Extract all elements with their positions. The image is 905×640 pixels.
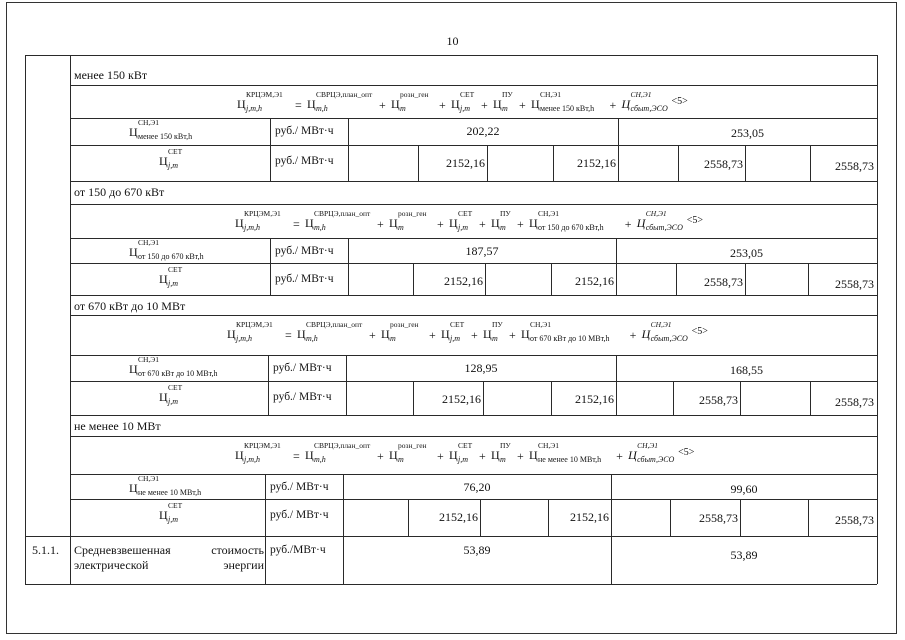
row-label-line-1 bbox=[74, 543, 264, 557]
formula-eq: = bbox=[295, 98, 302, 112]
grid-line bbox=[70, 295, 877, 296]
sn-value-tariff-2: 99,60 bbox=[730, 482, 758, 496]
formula-t5-sup: СН,Э1 bbox=[530, 320, 551, 329]
cet-value: 2558,73 bbox=[699, 511, 738, 525]
grid-line bbox=[270, 238, 271, 295]
formula-lhs-base: Ц bbox=[235, 448, 244, 462]
cet-value: 2152,16 bbox=[439, 510, 478, 524]
grid-line bbox=[611, 499, 612, 536]
formula-plus: + bbox=[439, 98, 446, 112]
formula-t6-sup: СН,Э1 bbox=[645, 209, 667, 218]
formula-t3-sup: СЕТ bbox=[450, 320, 465, 329]
cet-symbol-base: Ц bbox=[159, 272, 168, 286]
grid-line bbox=[70, 436, 877, 437]
formula-plus: + bbox=[369, 328, 376, 342]
grid-line bbox=[810, 381, 811, 415]
formula-plus: + bbox=[519, 98, 526, 112]
formula-t4-sup: ПУ bbox=[500, 209, 511, 218]
sn-symbol-base: Ц bbox=[129, 362, 138, 376]
cet-value: 2558,73 bbox=[835, 513, 874, 527]
formula-t5-base: Ц bbox=[521, 327, 530, 341]
formula-t2-base: Ц bbox=[381, 327, 390, 341]
sn-symbol-sub: не менее 10 МВт,h bbox=[138, 488, 202, 497]
weighted-cost-tariff-1: 53,89 bbox=[463, 543, 491, 557]
cet-symbol-sup: СЕТ bbox=[168, 147, 183, 156]
grid-line bbox=[678, 145, 679, 181]
cet-symbol-sub: j,m bbox=[168, 279, 178, 288]
formula-plus: + bbox=[509, 328, 516, 342]
formula-t4-base: Ц bbox=[491, 216, 500, 230]
formula-t1-sub: m,h bbox=[314, 223, 326, 232]
grid-line bbox=[70, 118, 877, 119]
formula-t1-base: Ц bbox=[307, 97, 316, 111]
unit-label: руб./ МВт·ч bbox=[275, 273, 334, 285]
formula-plus: + bbox=[609, 98, 617, 112]
grid-line bbox=[616, 263, 617, 295]
cet-value: 2152,16 bbox=[577, 156, 616, 170]
formula-t1-sub: m,h bbox=[306, 334, 318, 343]
formula-t1-sup: СВРЦЭ,план_опт bbox=[316, 90, 373, 99]
formula-t3-sub: j,m bbox=[450, 334, 460, 343]
sn-symbol-sup: СН,Э1 bbox=[138, 238, 159, 247]
grid-line bbox=[268, 355, 269, 415]
formula-t5-sub: от 150 до 670 кВт,h bbox=[538, 223, 604, 232]
grid-line bbox=[483, 381, 484, 415]
formula-eq: = bbox=[293, 449, 300, 463]
grid-line bbox=[618, 145, 619, 181]
formula-t2-sup: розн_ген bbox=[398, 441, 427, 450]
cet-value: 2152,16 bbox=[570, 510, 609, 524]
grid-line bbox=[487, 145, 488, 181]
grid-line bbox=[745, 145, 746, 181]
sn-value-tariff-1: 76,20 bbox=[463, 480, 491, 494]
grid-line bbox=[877, 55, 878, 584]
formula-plus: + bbox=[377, 449, 384, 463]
cet-symbol-sub: j,m bbox=[168, 161, 178, 170]
formula-t5-sub: менее 150 кВт,h bbox=[540, 104, 595, 113]
sn-symbol-sup: СН,Э1 bbox=[138, 474, 159, 483]
cet-symbol-base: Ц bbox=[159, 154, 168, 168]
sn-value-tariff-2: 168,55 bbox=[730, 363, 763, 377]
formula-t2-sub: m bbox=[400, 104, 406, 113]
grid-line bbox=[808, 263, 809, 295]
page-number: 10 bbox=[446, 34, 459, 48]
formula-plus: + bbox=[629, 328, 637, 342]
grid-line bbox=[548, 499, 549, 536]
unit-label: руб./ МВт·ч bbox=[273, 391, 332, 403]
formula-t1-base: Ц bbox=[305, 448, 314, 462]
formula-t1-base: Ц bbox=[305, 216, 314, 230]
formula-t5-sup: СН,Э1 bbox=[540, 90, 561, 99]
cet-symbol-sub: j,m bbox=[168, 397, 178, 406]
formula-plus: + bbox=[471, 328, 478, 342]
cet-symbol-sup: СЕТ bbox=[168, 265, 183, 274]
formula-plus: + bbox=[517, 449, 524, 463]
grid-line bbox=[551, 263, 552, 295]
cet-symbol-sub: j,m bbox=[168, 515, 178, 524]
grid-line bbox=[70, 238, 877, 239]
sn-value-tariff-2: 253,05 bbox=[730, 246, 763, 260]
grid-line bbox=[616, 381, 617, 415]
sn-value-tariff-1: 187,57 bbox=[465, 244, 499, 258]
grid-line bbox=[485, 263, 486, 295]
sn-symbol-sup: СН,Э1 bbox=[138, 355, 159, 364]
formula-t2-sub: m bbox=[390, 334, 396, 343]
formula-t2-sub: m bbox=[398, 455, 404, 464]
formula-plus: + bbox=[479, 449, 486, 463]
formula-t2-base: Ц bbox=[391, 97, 400, 111]
unit-label: руб./МВт·ч bbox=[270, 544, 326, 556]
formula-t6-sub: сбыт,ЭСО bbox=[637, 455, 675, 464]
grid-line bbox=[70, 474, 877, 475]
formula-t1-sup: СВРЦЭ,план_опт bbox=[306, 320, 363, 329]
cet-value: 2152,16 bbox=[575, 274, 614, 288]
row-label-word: Средневзвешенная bbox=[74, 543, 171, 557]
formula-t2-sup: розн_ген bbox=[390, 320, 419, 329]
formula-plus: + bbox=[377, 217, 384, 231]
formula-t6-sub: сбыт,ЭСО bbox=[645, 223, 683, 232]
formula-t2-base: Ц bbox=[389, 448, 398, 462]
formula-plus: + bbox=[616, 449, 623, 463]
grid-line bbox=[70, 315, 877, 316]
cet-value: 2558,73 bbox=[835, 277, 874, 291]
grid-line bbox=[25, 55, 26, 584]
formula-t1-sup: СВРЦЭ,план_опт bbox=[314, 441, 371, 450]
grid-line bbox=[673, 381, 674, 415]
formula-t3-sup: СЕТ bbox=[458, 209, 473, 218]
formula-t3-base: Ц bbox=[449, 216, 458, 230]
grid-line bbox=[25, 536, 877, 537]
formula-plus: + bbox=[481, 98, 488, 112]
grid-line bbox=[70, 355, 877, 356]
formula-t6-base: Ц bbox=[621, 97, 631, 111]
formula-t4-sub: m bbox=[502, 104, 508, 113]
formula-t4-base: Ц bbox=[493, 97, 502, 111]
formula-t2-sup: розн_ген bbox=[400, 90, 429, 99]
grid-line bbox=[740, 381, 741, 415]
cet-symbol-sup: СЕТ bbox=[168, 383, 183, 392]
grid-line bbox=[418, 145, 419, 181]
formula-t6-sup: СН,Э1 bbox=[637, 441, 659, 450]
formula-t4-sup: ПУ bbox=[502, 90, 513, 99]
formula-t3-sub: j,m bbox=[460, 104, 470, 113]
formula-t2-base: Ц bbox=[389, 216, 398, 230]
section-title: от 150 до 670 кВт bbox=[74, 185, 165, 199]
grid-line bbox=[70, 204, 877, 205]
formula-lhs-sub: j,m,h bbox=[244, 223, 260, 232]
section-title: от 670 кВт до 10 МВт bbox=[74, 299, 186, 313]
formula-t6-sub: сбыт,ЭСО bbox=[650, 334, 688, 343]
cet-value: 2152,16 bbox=[575, 392, 614, 406]
grid-line bbox=[676, 263, 677, 295]
formula-t4-sub: m bbox=[500, 455, 506, 464]
formula-lhs-sub: j,m,h bbox=[236, 334, 252, 343]
formula-lhs-sub: j,m,h bbox=[244, 455, 260, 464]
cet-value: 2558,73 bbox=[704, 157, 743, 171]
grid-line bbox=[413, 381, 414, 415]
sn-value-tariff-1: 202,22 bbox=[466, 124, 500, 138]
grid-line bbox=[70, 145, 877, 146]
formula-lhs-sub: j,m,h bbox=[246, 104, 262, 113]
cet-value: 2152,16 bbox=[446, 156, 485, 170]
formula-lhs-base: Ц bbox=[227, 327, 236, 341]
formula-t4-base: Ц bbox=[491, 448, 500, 462]
row-label-word: энергии bbox=[223, 558, 264, 572]
unit-label: руб./ МВт·ч bbox=[275, 125, 334, 137]
formula-t5-sub: не менее 10 МВт,h bbox=[538, 455, 602, 464]
formula-lhs-base: Ц bbox=[237, 97, 246, 111]
unit-label: руб./ МВт·ч bbox=[275, 155, 334, 167]
sn-symbol-sub: менее 150 кВт,h bbox=[138, 132, 193, 141]
formula-plus: + bbox=[437, 217, 444, 231]
cet-value: 2152,16 bbox=[444, 274, 483, 288]
formula-t6-sup: СН,Э1 bbox=[630, 90, 652, 99]
formula-t4-sup: ПУ bbox=[492, 320, 503, 329]
unit-label: руб./ МВт·ч bbox=[275, 245, 334, 257]
formula-lhs-sup: КРЦЭМ,Э1 bbox=[246, 90, 283, 99]
formula-t3-base: Ц bbox=[451, 97, 460, 111]
sn-symbol-sup: СН,Э1 bbox=[138, 118, 159, 127]
formula-t4-sub: m bbox=[492, 334, 498, 343]
formula-t1-sub: m,h bbox=[316, 104, 328, 113]
grid-line bbox=[70, 381, 877, 382]
formula-plus: + bbox=[379, 98, 386, 112]
row-label-word: электрической bbox=[74, 558, 149, 572]
formula-t1-sup: СВРЦЭ,план_опт bbox=[314, 209, 371, 218]
formula-plus: + bbox=[517, 217, 524, 231]
formula-t3-sup: СЕТ bbox=[458, 441, 473, 450]
sn-symbol-base: Ц bbox=[129, 245, 138, 259]
grid-line bbox=[265, 474, 266, 536]
grid-line bbox=[265, 536, 266, 584]
cet-symbol-base: Ц bbox=[159, 390, 168, 404]
grid-line bbox=[413, 263, 414, 295]
formula-footnote: <5> bbox=[691, 326, 708, 337]
grid-line bbox=[70, 55, 71, 584]
cet-value: 2152,16 bbox=[442, 392, 481, 406]
sn-value-tariff-1: 128,95 bbox=[464, 361, 498, 375]
grid-line bbox=[70, 181, 877, 182]
formula-footnote: <5> bbox=[678, 447, 695, 458]
grid-line bbox=[551, 381, 552, 415]
cet-symbol-sup: СЕТ bbox=[168, 501, 183, 510]
formula-eq: = bbox=[285, 328, 292, 342]
formula-t3-sup: СЕТ bbox=[460, 90, 475, 99]
grid-line bbox=[70, 85, 877, 86]
formula-t5-base: Ц bbox=[529, 216, 538, 230]
grid-line bbox=[408, 499, 409, 536]
formula-footnote: <5> bbox=[686, 215, 703, 226]
formula-lhs-base: Ц bbox=[235, 216, 244, 230]
unit-label: руб./ МВт·ч bbox=[270, 509, 329, 521]
formula-t3-base: Ц bbox=[449, 448, 458, 462]
grid-line bbox=[70, 415, 877, 416]
grid-line bbox=[670, 499, 671, 536]
formula-t6-base: Ц bbox=[641, 327, 651, 341]
sn-symbol-sub: от 150 до 670 кВт,h bbox=[138, 252, 204, 261]
grid-line bbox=[25, 55, 877, 56]
formula-t6-base: Ц bbox=[628, 448, 637, 462]
grid-line bbox=[808, 499, 809, 536]
formula-t2-sup: розн_ген bbox=[398, 209, 427, 218]
grid-line bbox=[70, 499, 877, 500]
grid-line bbox=[745, 263, 746, 295]
sn-value-tariff-2: 253,05 bbox=[731, 126, 764, 140]
sn-symbol-base: Ц bbox=[129, 125, 138, 139]
formula-t5-sub: от 670 кВт до 10 МВт,h bbox=[530, 334, 610, 343]
formula-t6-base: Ц bbox=[636, 216, 646, 230]
cet-symbol-base: Ц bbox=[159, 508, 168, 522]
formula-t3-base: Ц bbox=[441, 327, 450, 341]
formula-t5-base: Ц bbox=[531, 97, 540, 111]
cet-value: 2558,73 bbox=[699, 393, 738, 407]
formula-t5-sup: СН,Э1 bbox=[538, 441, 559, 450]
formula-plus: + bbox=[437, 449, 444, 463]
formula-t5-sup: СН,Э1 bbox=[538, 209, 559, 218]
formula-footnote: <5> bbox=[671, 96, 688, 107]
grid-line bbox=[70, 263, 877, 264]
section-title: менее 150 кВт bbox=[74, 68, 148, 82]
section-title: не менее 10 МВт bbox=[74, 419, 161, 433]
cet-value: 2558,73 bbox=[704, 275, 743, 289]
grid-line bbox=[740, 499, 741, 536]
grid-line bbox=[553, 145, 554, 181]
formula-t4-sup: ПУ bbox=[500, 441, 511, 450]
unit-label: руб./ МВт·ч bbox=[273, 362, 332, 374]
formula-plus: + bbox=[624, 217, 632, 231]
formula-plus: + bbox=[479, 217, 486, 231]
formula-plus: + bbox=[429, 328, 436, 342]
sn-symbol-sub: от 670 кВт до 10 МВт,h bbox=[138, 369, 218, 378]
row-label-word: стоимость bbox=[211, 543, 264, 557]
formula-t5-base: Ц bbox=[529, 448, 538, 462]
row-code: 5.1.1. bbox=[32, 543, 59, 557]
unit-label: руб./ МВт·ч bbox=[270, 481, 329, 493]
formula-lhs-sup: КРЦЭМ,Э1 bbox=[236, 320, 273, 329]
formula-eq: = bbox=[293, 217, 300, 231]
grid-line bbox=[810, 145, 811, 181]
formula-t4-base: Ц bbox=[483, 327, 492, 341]
formula-t3-sub: j,m bbox=[458, 455, 468, 464]
formula-t3-sub: j,m bbox=[458, 223, 468, 232]
sn-symbol-base: Ц bbox=[129, 481, 138, 495]
cet-value: 2558,73 bbox=[835, 159, 874, 173]
formula-t6-sup: СН,Э1 bbox=[650, 320, 672, 329]
formula-lhs-sup: КРЦЭМ,Э1 bbox=[244, 209, 281, 218]
grid-line bbox=[25, 584, 877, 585]
cet-value: 2558,73 bbox=[835, 395, 874, 409]
row-label-line-2 bbox=[74, 558, 264, 572]
formula-t1-sub: m,h bbox=[314, 455, 326, 464]
formula-t1-base: Ц bbox=[297, 327, 306, 341]
formula-t6-sub: сбыт,ЭСО bbox=[630, 104, 668, 113]
grid-line bbox=[270, 118, 271, 181]
formula-t4-sub: m bbox=[500, 223, 506, 232]
formula-lhs-sup: КРЦЭМ,Э1 bbox=[244, 441, 281, 450]
weighted-cost-tariff-2: 53,89 bbox=[730, 548, 758, 562]
grid-line bbox=[480, 499, 481, 536]
formula-t2-sub: m bbox=[398, 223, 404, 232]
